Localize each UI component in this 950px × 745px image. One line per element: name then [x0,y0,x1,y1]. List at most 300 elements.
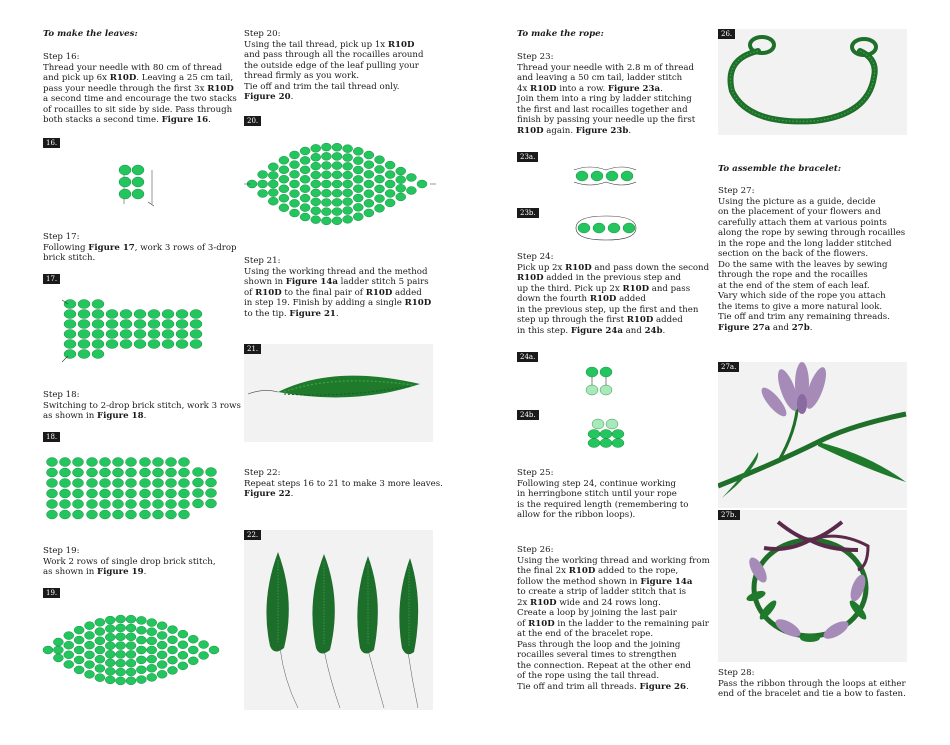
text-line [517,105,695,116]
bead [190,330,202,339]
bead [600,430,612,439]
bead [78,340,90,349]
text-line [718,218,905,229]
step-title: Step 22: [244,468,281,478]
bead [105,650,115,658]
text-run: Work 2 rows of single drop brick stitch, [43,556,216,567]
bead [100,468,111,477]
bead [132,189,144,199]
text-run: brick stitch. [43,253,96,263]
text-line [517,682,710,693]
bead [148,310,160,319]
text-run: Repeat steps 16 to 21 to make 3 more leaves. [244,478,443,489]
bead [375,175,385,183]
bead [153,458,164,467]
bead [53,654,63,662]
bead [193,468,204,477]
bead [279,156,289,164]
bead [147,655,157,663]
bead [332,171,342,179]
text-run: . [628,125,632,136]
step-title: Step 16: [43,52,80,62]
text-run: Thread your needle with 80 cm of thread [43,62,223,73]
bead-row [586,367,612,377]
figure-27a-photo [718,362,907,508]
text-run: ladder stitch 5 pairs [337,277,429,287]
text-run: section on the back of the flowers. [718,249,869,259]
step-18-text [43,390,241,422]
step-title: Step 27: [718,186,755,196]
bead [353,147,363,155]
step-title: Step 18: [43,390,80,400]
text-run: in the previous step, up the first and then [517,304,699,315]
bead [119,165,131,175]
bead [179,458,190,467]
bead [176,310,188,319]
bead [311,216,321,224]
bold-run: R10D [207,83,234,94]
text-run: down the fourth [517,294,590,304]
text-line [43,84,237,95]
text-run: to create a strip of ladder stitch that is [517,587,687,597]
bead [140,458,151,467]
bead [321,189,331,197]
leaf-3 [357,556,384,708]
bead [290,190,300,198]
text-run: and leaving a 50 cm tail, ladder stitch [517,73,683,83]
figure-23a-diagram [570,164,640,188]
text-run: Using the working thread and working from [517,555,710,566]
text-line [244,309,431,320]
bead [343,180,353,188]
step-24-text [517,252,709,336]
bead [60,510,71,519]
bead [116,677,126,685]
bead [85,631,95,639]
text-run: into a row. [556,83,608,94]
bead [343,189,353,197]
bead [119,177,131,187]
text-line [43,63,237,74]
bead [591,171,603,181]
text-run: added [392,287,422,298]
text-run: in the ladder to the remaining pair [554,618,709,629]
text-run: the final 2x [517,566,569,576]
bead [95,674,105,682]
bold-run: R10D [589,294,617,304]
bead [162,310,174,319]
bead [148,320,160,329]
step-title: Step 21: [244,256,281,266]
figure-23b-label: 23b. [517,208,539,218]
bead [53,638,63,646]
bead [600,385,612,395]
bead [190,340,202,349]
bead [113,458,124,467]
bead [321,198,331,206]
bead [147,673,157,681]
text-run: finish by passing your needle up the first [517,115,696,125]
bead [157,670,167,678]
bead [258,171,268,179]
figure-24b-label: 24b. [517,410,539,420]
text-run: . [660,83,663,94]
bead [343,198,353,206]
bead [140,510,151,519]
text-run: again. [543,125,576,136]
text-run: wide and 24 rows long. [556,597,661,608]
figure-22-photo [244,530,433,710]
bead [120,340,132,349]
bead [406,187,416,195]
bead [126,615,136,623]
bead [608,223,620,233]
bold-run: R10D [565,262,592,273]
text-line [718,679,906,690]
text-run: and [770,322,792,333]
step-26-text [517,545,710,692]
bead [178,662,188,670]
text-run: Using the picture as a guide, decide [718,196,876,207]
bead [64,660,74,668]
text-run: added [653,315,683,325]
bead [116,650,126,658]
bead [332,217,342,225]
bead [136,626,146,634]
bead [100,489,111,498]
bold-run: Figure 24a [570,325,623,336]
bead [396,193,406,201]
bead [100,458,111,467]
bold-run: R10D [622,283,650,294]
text-run: 4x [517,83,531,94]
bead [87,489,98,498]
bold-run: 24b [644,325,663,336]
step-title: Step 24: [517,252,554,262]
bead [140,489,151,498]
bead [311,153,321,161]
figure-24b-diagram [586,416,628,450]
bead [78,330,90,339]
step-title: Step 20: [244,29,281,39]
bead [47,510,58,519]
text-line [244,277,431,288]
bead [60,468,71,477]
bead [113,500,124,509]
text-line [244,298,431,309]
bead [166,479,177,488]
bead [153,500,164,509]
text-run: follow the method shown in [517,576,641,587]
text-run: in herringbone stitch until your rope [517,489,677,499]
bead [375,195,385,203]
text-line [517,294,709,305]
bead [321,152,331,160]
text-line [517,479,688,490]
leaf-1 [266,552,298,708]
bead [168,636,178,644]
text-run: . [809,322,813,333]
text-line [517,315,709,326]
text-line [43,73,237,84]
bead [168,626,178,634]
bead [47,468,58,477]
bead [258,189,268,197]
text-run: thread firmly as you work. [244,71,360,81]
bead [74,656,84,664]
bead-cluster [87,458,137,520]
bead [290,161,300,169]
bead [126,489,137,498]
bead [74,626,84,634]
bold-run: R10D [626,315,654,325]
bead [60,479,71,488]
text-line [517,566,710,577]
bead [116,642,126,650]
bead [147,637,157,645]
text-line [244,489,443,500]
text-run: Tie off and trim the tail thread only. [244,81,400,92]
bead [578,223,590,233]
text-run: step up through the first [517,315,627,325]
bead [612,430,624,439]
step-21-text [244,256,431,319]
bead [178,630,188,638]
bead [375,165,385,173]
bead [332,208,342,216]
text-run: to the final pair of [281,287,366,298]
bead [258,180,268,188]
bold-run: R10D [530,83,557,94]
text-run: is the required length (remembering to [517,499,689,510]
text-line [718,270,905,281]
bead [406,173,416,181]
text-run: allow for the ribbon loops). [517,510,636,520]
text-run: Thread your needle with 2.8 m of thread [517,62,694,73]
bead [126,458,137,467]
text-line [517,650,710,661]
text-run: Join them into a ring by ladder stitching [517,94,692,104]
text-run: . [662,325,666,336]
bead [166,489,177,498]
step-title: Step 26: [517,545,554,555]
bead [92,310,104,319]
bead [179,468,190,477]
text-line [718,323,905,334]
bead [321,171,331,179]
text-line [244,61,423,72]
bead [321,162,331,170]
bead [85,651,95,659]
bead [364,190,374,198]
bead [206,499,217,508]
text-run: to the tip. [244,308,290,319]
text-line [517,73,695,84]
bold-run: R10D [517,273,544,283]
bold-run: R10D [568,566,596,576]
bead-cluster [119,165,144,199]
bead [321,180,331,188]
text-run: added [616,294,646,304]
bead [95,637,105,645]
bead [43,646,53,654]
text-line [517,619,710,630]
text-line [517,489,688,500]
bead [166,468,177,477]
bead [105,676,115,684]
bead [74,666,84,674]
bead [621,171,633,181]
bead [126,510,137,519]
bead [321,217,331,225]
bead [343,215,353,223]
bead [74,636,84,644]
bead [147,664,157,672]
bead [100,510,111,519]
bead [162,330,174,339]
text-run: carefully attach them at various points [718,217,887,228]
figure-23a-label: 23a. [517,152,538,162]
bead [364,161,374,169]
text-line [244,267,431,278]
text-line [718,302,905,313]
text-line [718,207,905,218]
bead-cluster [47,458,84,520]
bead [64,641,74,649]
text-line [517,63,695,74]
bead [148,330,160,339]
text-run: in this step. [517,325,571,336]
bead [105,616,115,624]
bead [60,489,71,498]
text-run: Vary which side of the rope you attach [718,291,886,301]
bead [126,500,137,509]
text-run: along the rope by sewing through rocailles [718,228,906,238]
bold-run: 27b [791,322,810,333]
text-run: 2x [517,597,531,608]
bead [193,478,204,487]
bead [193,489,204,498]
leaf-2 [312,554,340,708]
bead [279,175,289,183]
bead [332,162,342,170]
text-run: . [290,92,294,102]
text-run: Create a loop by joining the last pair [517,608,677,618]
bead [199,641,209,649]
text-run: . [143,411,147,421]
bead [126,659,136,667]
bold-run: Figure 23b [575,125,629,136]
step-title: Step 19: [43,546,80,556]
bead [87,500,98,509]
step-title: Step 23: [517,52,554,62]
bead [126,633,136,641]
bead [134,330,146,339]
bead [300,147,310,155]
bead [343,153,353,161]
text-run: pass your needle through the first 3x [43,83,208,94]
text-line [244,92,423,103]
text-run: end of the bracelet and tie a bow to fasten. [718,689,906,699]
bead [166,510,177,519]
bead [85,670,95,678]
bead [64,350,76,359]
bold-run: Figure 14a [285,277,338,287]
bead [64,300,76,309]
bead [132,177,144,187]
bead [600,439,612,448]
text-line [244,82,423,93]
step-27-text [718,186,905,333]
figure-19-label: 19. [43,588,60,598]
text-line [43,567,216,578]
text-line [718,239,905,250]
text-line [244,40,423,51]
text-run: Tie off and trim any remaining threads. [718,312,890,322]
bead [87,458,98,467]
bead [586,385,598,395]
bead [116,633,126,641]
text-run: as shown in [43,567,98,577]
bead [576,171,588,181]
bead [311,189,321,197]
bead [300,213,310,221]
bead [60,500,71,509]
bead [136,676,146,684]
bold-run: Figure 17 [88,242,135,253]
text-line [517,84,695,95]
text-line [43,105,237,116]
bead [290,180,300,188]
bead [116,659,126,667]
bead [106,340,118,349]
bead [188,635,198,643]
bead [140,500,151,509]
text-line [517,500,688,511]
bead [606,171,618,181]
bead [311,180,321,188]
bead [353,213,363,221]
bead [78,350,90,359]
bold-run: Figure 14a [640,576,693,587]
bead [113,510,124,519]
bead [364,180,374,188]
bold-run: Figure 20 [244,92,291,102]
bead [396,184,406,192]
bead [612,439,624,448]
text-run: rocailles several times to strengthen [517,650,677,660]
text-line [43,401,241,412]
step-28-text [718,668,906,700]
bead [321,208,331,216]
figure-24a-diagram [580,364,620,398]
bead [95,655,105,663]
step-25-text [517,468,688,521]
bead [92,340,104,349]
bead [588,430,600,439]
bead [375,156,385,164]
bead [332,189,342,197]
bead [166,458,177,467]
bead [157,631,167,639]
bead [119,189,131,199]
bead [178,641,188,649]
bead [279,194,289,202]
bead [168,666,178,674]
bead [279,204,289,212]
figure-24a-label: 24a. [517,352,538,362]
bead [126,668,136,676]
